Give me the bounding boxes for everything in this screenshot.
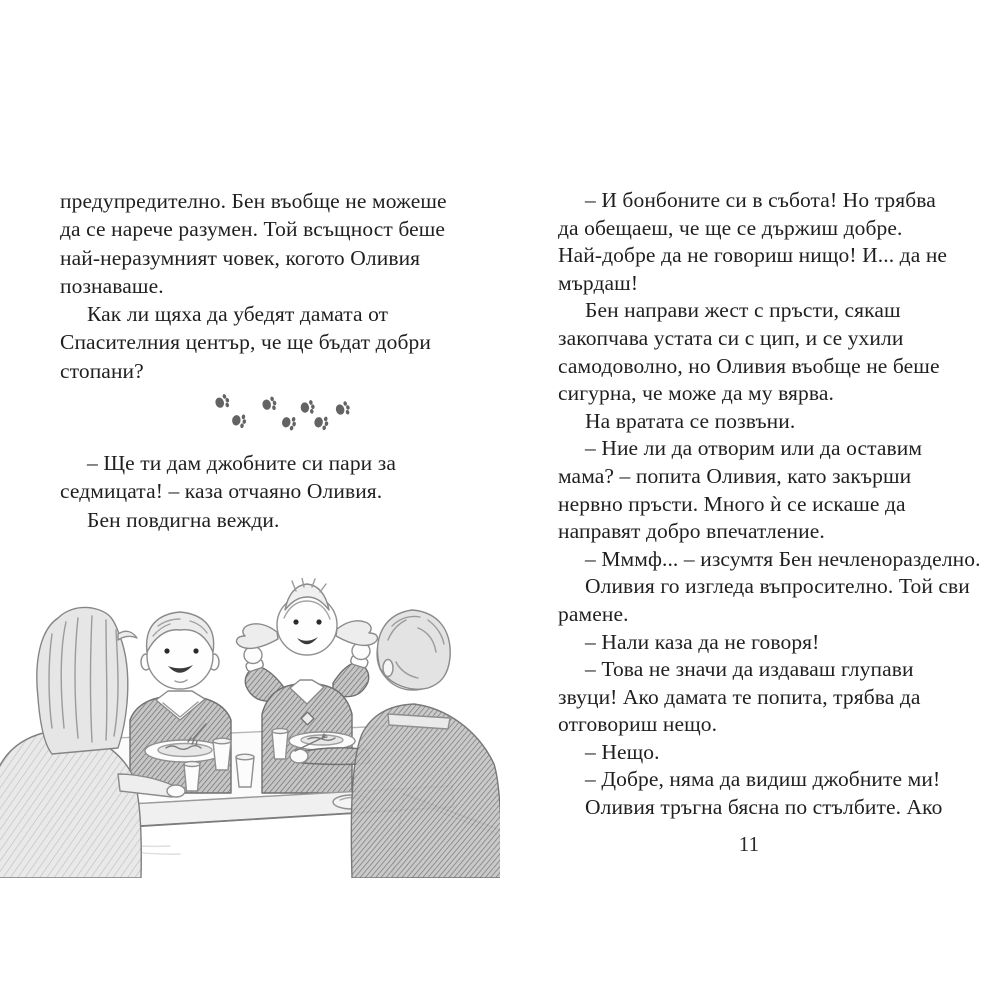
paragraph	[558, 435, 972, 545]
paragraph	[558, 408, 972, 436]
right-paragraphs	[558, 187, 981, 822]
text-line: – Нали каза да не говоря!	[585, 629, 820, 654]
text-line: закопчава устата си с цип, и се ухили	[558, 325, 904, 350]
text-line: – Ние ли да отворим или да оставим	[585, 436, 923, 461]
left-text-column	[60, 187, 492, 534]
text-line: – Добре, няма да видиш джобните ми!	[585, 767, 941, 792]
paragraph	[558, 297, 972, 407]
paragraph	[558, 629, 972, 657]
text-line: познаваше.	[60, 273, 164, 298]
text-line: Оливия го изгледа въпросително. Той сви	[585, 574, 970, 599]
text-line: Бен направи жест с пръсти, сякаш	[585, 298, 901, 323]
paragraph	[558, 739, 972, 767]
text-line: предупредително. Бен въобще не можеше	[60, 189, 447, 213]
text-line: Бен повдигна вежди.	[87, 507, 280, 532]
text-line: седмицата! – каза отчаяно Оливия.	[60, 479, 383, 504]
text-line: най-неразумният човек, когото Оливия	[60, 245, 421, 270]
text-line: На вратата се позвъни.	[585, 408, 796, 433]
text-line: – Мммф... – изсумтя Бен нечленоразделно.	[585, 546, 981, 571]
text-line: Най-добре да не говориш нищо! И... да не	[558, 243, 948, 268]
paragraph	[558, 187, 972, 297]
text-line: – Ще ти дам джобните си пари за	[87, 451, 396, 476]
family-dinner-illustration	[0, 578, 500, 878]
text-line: – И бонбоните си в събота! Но трябва	[585, 188, 936, 212]
paragraph	[558, 794, 972, 822]
text-line: Оливия тръгна бясна по стълбите. Ако	[585, 795, 943, 820]
text-line: направят добро впечатление.	[558, 519, 825, 544]
text-line: самодоволно, но Оливия въобще не беше	[558, 353, 940, 378]
text-line: мърдаш!	[558, 270, 639, 295]
text-line: рамене.	[558, 601, 629, 626]
paragraph	[558, 546, 981, 574]
paragraph	[558, 766, 972, 794]
text-line: звуци! Ако дамата те попита, трябва да	[558, 684, 921, 709]
paragraph	[60, 449, 492, 506]
paw-prints-decoration	[60, 388, 492, 434]
page-number: 11	[738, 831, 760, 856]
text-line: отговориш нещо.	[558, 712, 718, 737]
text-line: – Нещо.	[585, 739, 660, 764]
paragraph	[60, 187, 492, 300]
text-line: сигурна, че може да му вярва.	[558, 381, 834, 406]
text-line: Как ли щяха да убедят дамата от	[87, 302, 389, 327]
paragraph	[558, 573, 972, 628]
paragraph	[60, 506, 492, 534]
paragraph	[60, 300, 492, 385]
left-paragraphs-after	[60, 449, 492, 534]
right-text-column	[558, 187, 981, 858]
text-line: – Това не значи да издаваш глупави	[585, 657, 914, 682]
paragraph	[558, 656, 972, 739]
paw-prints-icon	[200, 388, 352, 435]
text-line: мама? – попита Оливия, като закърши	[558, 463, 912, 488]
left-paragraphs-before	[60, 187, 492, 385]
text-line: нервно пръсти. Много ѝ се искаше да	[558, 491, 906, 516]
text-line: стопани?	[60, 358, 144, 383]
text-line: Спасителния център, че ще бъдат добри	[60, 330, 431, 355]
text-line: да обещаеш, че ще се държиш добре.	[558, 215, 903, 240]
text-line: да се нарече разумен. Той всъщност беше	[60, 217, 446, 242]
